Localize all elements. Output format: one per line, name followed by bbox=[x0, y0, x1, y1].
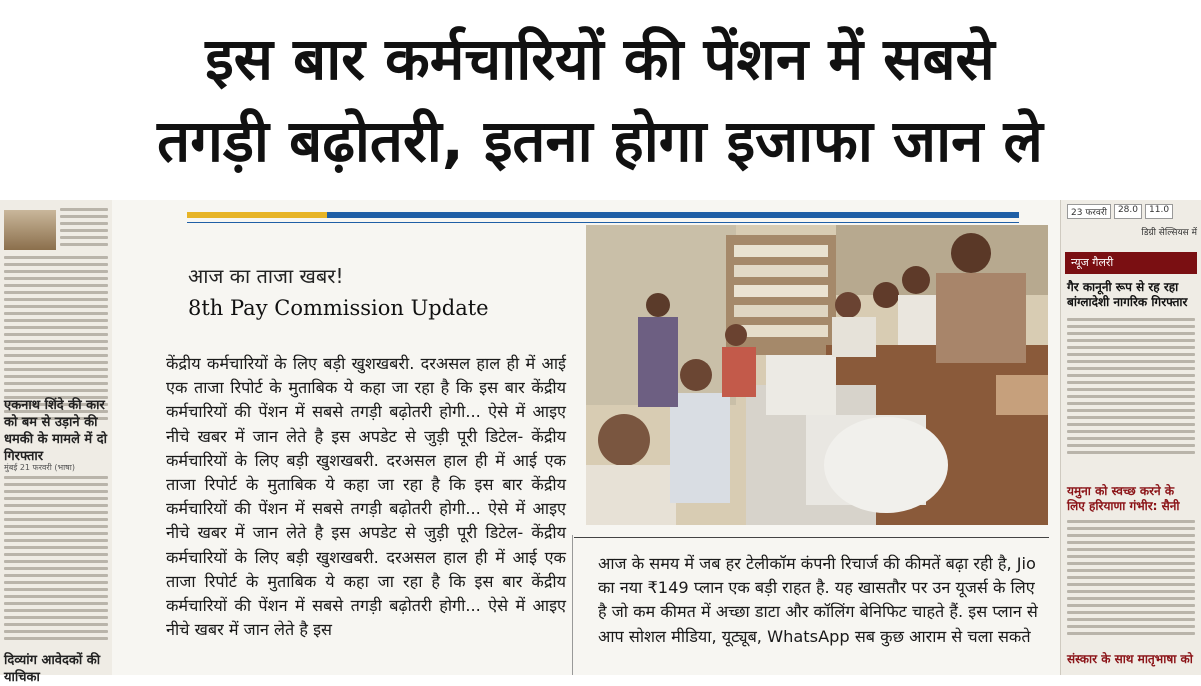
weather-unit: डिग्री सेल्सियस में bbox=[1141, 228, 1197, 238]
weather-box bbox=[1067, 204, 1197, 238]
article-body-right: आज के समय में जब हर टेलीकॉम कंपनी रिचार्ज की कीमतें बढ़ा रही है, Jio का नया ₹149 प्लान एक बड़ी राहत है. यह खासतौर पर उन यूजर्स के लिए है जो कम कीमत में अच्छा डाटा और कॉलिंग बेनिफिट चाहते हैं. इस प्लान से आप सोशल मीडिया, यूट्यूब, WhatsApp सब कुछ आराम से चला सकते bbox=[598, 554, 1038, 646]
news-gallery-tab: न्यूज गैलरी bbox=[1065, 252, 1197, 274]
right-headline-3: संस्कार के साथ मातृभाषा को bbox=[1067, 652, 1193, 666]
left-story-byline: मुंबई 21 फरवरी (भाषा) bbox=[4, 463, 75, 472]
fine-print-block bbox=[60, 208, 108, 250]
section-rule bbox=[574, 537, 1049, 538]
top-rule bbox=[187, 212, 1019, 218]
left-bottom-headline: दिव्यांग आवेदकों की याचिका bbox=[4, 653, 101, 685]
weather-max: 28.0 bbox=[1114, 204, 1142, 219]
right-column bbox=[1060, 200, 1201, 675]
right-headline-1: गैर कानूनी रूप से रह रहा बांग्लादेशी नागरिक गिरफ्तार bbox=[1067, 280, 1188, 309]
office-photo bbox=[586, 225, 1048, 525]
weather-date: 23 फरवरी bbox=[1067, 204, 1111, 219]
column-divider bbox=[572, 535, 573, 675]
fine-print-block bbox=[1067, 520, 1195, 639]
headline bbox=[0, 0, 1200, 200]
fine-print-block bbox=[1067, 318, 1195, 458]
building-photo bbox=[4, 210, 56, 250]
article-body-left: केंद्रीय कर्मचारियों के लिए बड़ी खुशखबरी. दरअसल हाल ही में आई एक ताजा रिपोर्ट के मुताबिक ये कहा जा रहा है कि इस बार केंद्रीय कर्मचारियों की पेंशन में सबसे तगड़ी बढ़ोतरी होगी... ऐसे में आइए नीचे खबर में जान लेते है इस अपडेट से जुड़ी पूरी डिटेल- केंद्रीय कर्मचारियों के लिए बड़ी खुशखबरी. दरअसल हाल ही में आई एक ताजा रिपोर्ट के मुताबिक ये कहा जा रहा है कि इस बार केंद्रीय कर्मचारियों की पेंशन में सबसे तगड़ी बढ़ोतरी होगी... ऐसे में आइए नीचे खबर में जान लेते है इस अपडेट से जुड़ी पूरी डिटेल- केंद्रीय कर्मचारियों के लिए बड़ी खुशखबरी. दरअसल हाल ही में आई एक ताजा रिपोर्ट के मुताबिक ये कहा जा रहा है कि इस बार केंद्रीय कर्मचारियों की पेंशन में सबसे तगड़ी बढ़ोतरी होगी... ऐसे में आइए नीचे खबर में जान लेते है इस bbox=[166, 354, 566, 640]
main-article bbox=[112, 200, 1060, 675]
gold-rule bbox=[187, 212, 327, 218]
blue-rule bbox=[327, 212, 1019, 218]
right-headline-2: यमुना को स्वच्छ करने के लिए हरियाणा गंभीर: सैनी bbox=[1067, 484, 1180, 513]
left-column bbox=[0, 200, 113, 685]
headline-line-1: इस बार कर्मचारियों की पेंशन में सबसे bbox=[205, 25, 995, 93]
weather-min: 11.0 bbox=[1145, 204, 1173, 219]
fine-print-block bbox=[4, 476, 108, 644]
left-story-headline: एकनाथ शिंदे की कार को बम से उड़ाने की धमकी के मामले में दो गिरफ्तार bbox=[4, 398, 107, 464]
thin-rule bbox=[187, 222, 1019, 223]
newspaper-image bbox=[0, 200, 1200, 685]
headline-line-2: तगड़ी बढ़ोतरी, इतना होगा इजाफा जान ले bbox=[157, 107, 1043, 175]
article-subtitle: 8th Pay Commission Update bbox=[188, 296, 489, 320]
article-kicker: आज का ताजा खबर! bbox=[188, 264, 344, 288]
